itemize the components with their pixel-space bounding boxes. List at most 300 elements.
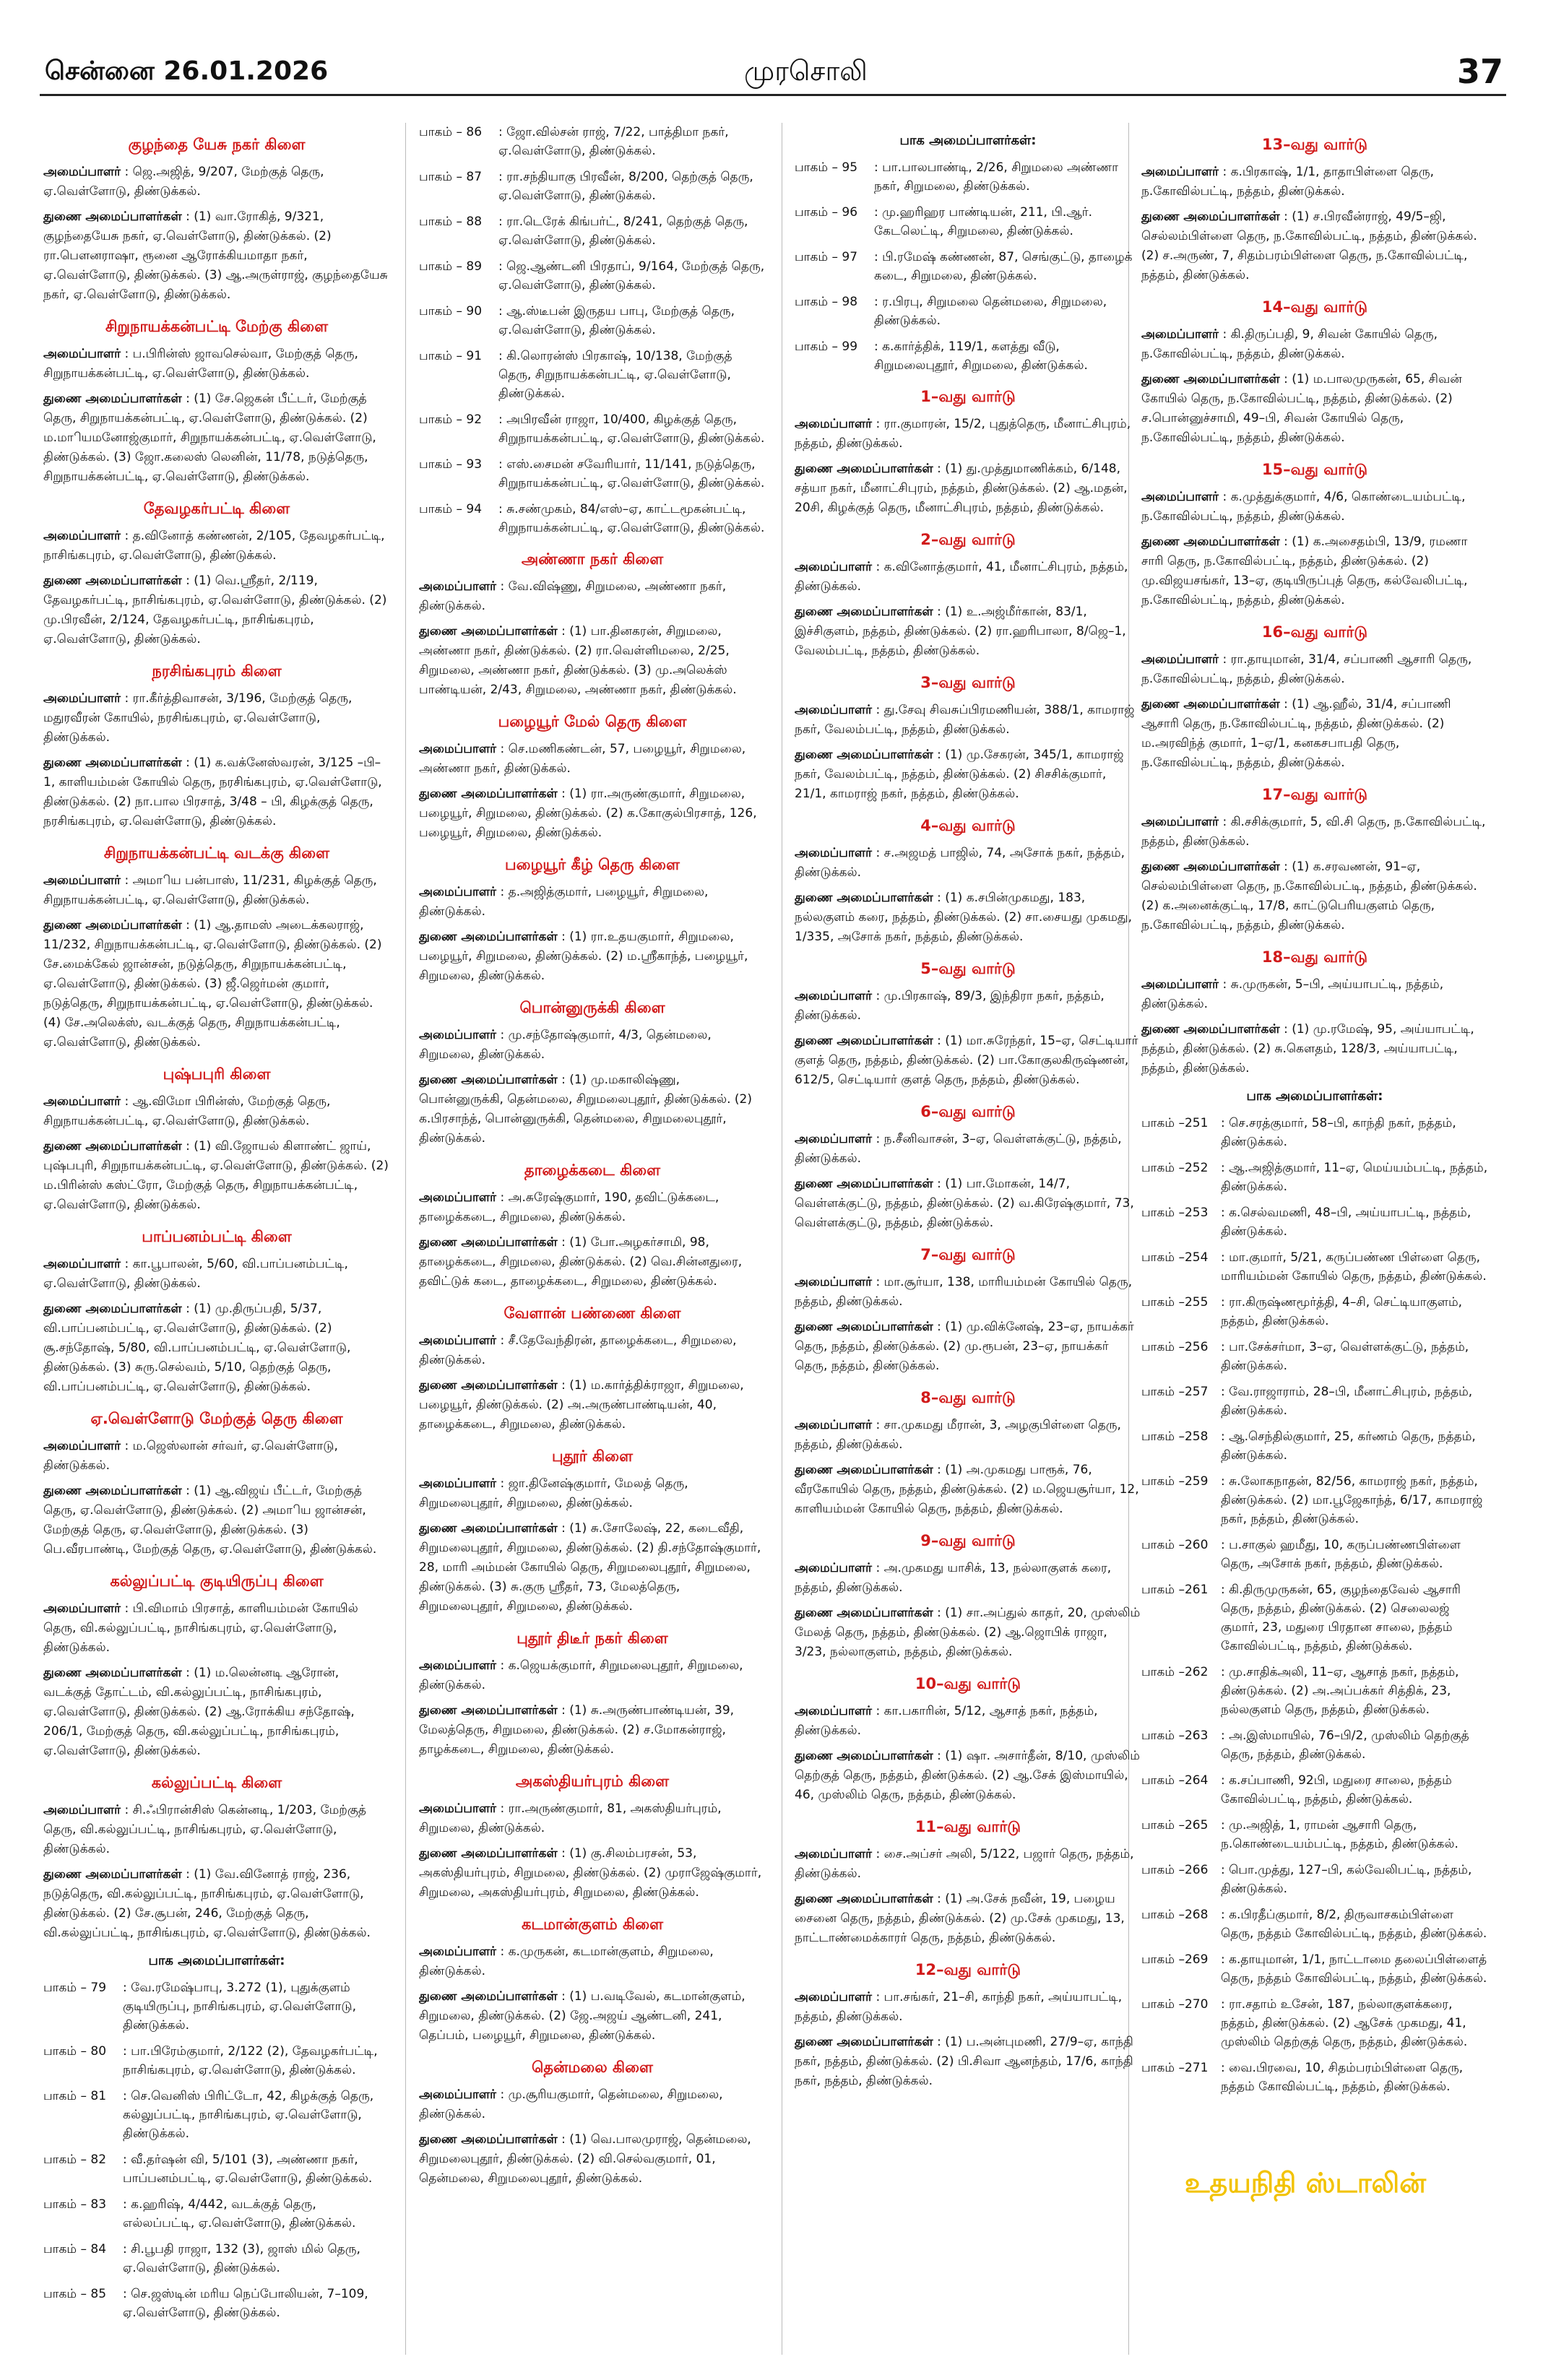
role-label: துணை அமைப்பாளர்கள் xyxy=(43,1139,182,1154)
appointment-paragraph xyxy=(43,689,390,748)
appointment-paragraph xyxy=(795,602,1141,661)
appointment-paragraph xyxy=(419,1942,766,1981)
appointment-paragraph xyxy=(419,1188,766,1227)
branch-heading: 15–வது வார்டு xyxy=(1261,461,1368,478)
appointee-details: : ச.அஜமத் பாஜில், 74, அசோக் நகர், நத்தம், திண்டுக்கல். xyxy=(795,846,1125,880)
appointee-details: : ரா.அருண்குமார், 81, அகஸ்தியர்புரம், சிறுமலை, திண்டுக்கல். xyxy=(419,1801,722,1835)
booth-agent: : ரா.டெரேக் கிங்பர்ட், 8/241, தெற்குத் தெரு, ஏ.வெள்ளோடு, திண்டுக்கல். xyxy=(498,215,748,248)
role-label: துணை அமைப்பாளர்கள் xyxy=(795,891,933,905)
booth-agent: : ஆ.செந்தில்குமார், 25, கர்ணம் தெரு, நத்தம், திண்டுக்கல். xyxy=(1221,1429,1476,1463)
appointee-details: : (1) மு.திருப்பதி, 5/37, வி.பாப்பனம்பட்டி, ஏ.வெள்ளோடு, திண்டுக்கல். (2) சூ.சந்தோஷ், 5/80, வி.பாப்பனம்பட்டி, ஏ.வெள்ளோடு, திண்டுக்கல். (3) சுரு.செல்வம், 5/10, தெற்குத் தெரு, வி.பாப்பனம்பட்டி, ஏ.வெள்ளோடு, திண்டுக்கல். xyxy=(43,1302,351,1394)
appointment-paragraph xyxy=(795,459,1141,518)
booth-number: பாகம் – 87 xyxy=(419,170,483,184)
booth-row xyxy=(795,203,1141,241)
appointee-details: : (1) க.சரவணன், 91–ஏ, செல்லம்பிள்ளை தெரு, ந.கோவில்பட்டி, நத்தம், திண்டுக்கல். (2) க.அனைக்குட்டி, 17/8, காட்டுபெரியகுளம் தெரு, ந.கோவில்பட்டி, நத்தம், திண்டுக்கல். xyxy=(1141,860,1477,932)
appointment-paragraph xyxy=(43,871,390,910)
appointment-paragraph xyxy=(419,1070,766,1148)
appointment-paragraph xyxy=(419,740,766,779)
booth-number: பாகம் –256 xyxy=(1141,1340,1209,1354)
article-columns xyxy=(43,123,1503,2362)
booth-agent: : வே.ராஜாராம், 28–பி, மீனாட்சிபுரம், நத்தம், திண்டுக்கல். xyxy=(1221,1385,1473,1418)
booth-row xyxy=(43,2150,390,2188)
branch-heading: கடமான்குளம் கிளை xyxy=(521,1916,664,1933)
role-label: அமைப்பாளர் xyxy=(43,1803,121,1817)
appointment-paragraph xyxy=(795,701,1141,740)
role-label: துணை அமைப்பாளர்கள் xyxy=(795,1463,933,1477)
appointee-details: : மு.சூரியகுமார், தென்மலை, சிறுமலை, திண்டுக்கல். xyxy=(419,2087,723,2121)
appointee-details: : ரா.குமாரன், 15/2, புதுத்தெரு, மீனாட்சிபுரம், நத்தம், திண்டுக்கல். xyxy=(795,417,1131,451)
role-label: துணை அமைப்பாளர்கள் xyxy=(795,1320,933,1334)
booth-row xyxy=(1141,1861,1488,1898)
branch-heading: பொன்னுருக்கி கிளை xyxy=(519,999,665,1016)
booth-agent: : ஆ.ஸ்டீபன் இருதய பாபு, மேற்குத் தெரு, ஏ.வெள்ளோடு, திண்டுக்கல். xyxy=(498,304,735,337)
role-label: அமைப்பாளர் xyxy=(43,529,121,543)
booth-row xyxy=(1141,1536,1488,1573)
booth-agent: : பொ.முத்து, 127–பி, கல்வேலிபட்டி, நத்தம், திண்டுக்கல். xyxy=(1221,1863,1472,1896)
booth-row xyxy=(1141,1203,1488,1241)
booth-row xyxy=(43,2240,390,2277)
booth-row xyxy=(1141,1427,1488,1465)
branch-heading: 6–வது வார்டு xyxy=(920,1103,1016,1120)
appointment-paragraph xyxy=(1141,532,1488,610)
appointment-paragraph xyxy=(795,1890,1141,1948)
appointment-paragraph xyxy=(1141,857,1488,935)
booth-row xyxy=(1141,1905,1488,1943)
booth-number: பாகம் –255 xyxy=(1141,1295,1209,1310)
branch-heading: 14–வது வார்டு xyxy=(1261,298,1368,316)
booth-agent: : க.சப்பாணி, 92பி, மதுரை சாலை, நத்தம் கோவில்பட்டி, நத்தம், திண்டுக்கல். xyxy=(1221,1773,1452,1806)
appointee-details: : (1) பா.தினகரன், சிறுமலை, அண்ணா நகர், திண்டுக்கல். (2) ரா.வெள்ளிமலை, 2/25, சிறுமலை, அண்ணா நகர், திண்டுக்கல். (3) மு.அலெக்ஸ் பாண்டியன், 2/43, சிறுமலை, அண்ணா நகர், திண்டுக்கல். xyxy=(419,624,737,697)
booth-number: பாகம் – 83 xyxy=(43,2197,107,2212)
role-label: துணை அமைப்பாளர்கள் xyxy=(43,391,182,406)
booth-agent: : பா.பிரேம்குமார், 2/122 (2), தேவழகர்பட்டி, நாசிங்கபுரம், ஏ.வெள்ளோடு, திண்டுக்கல். xyxy=(123,2044,378,2077)
role-label: அமைப்பாளர் xyxy=(419,1476,497,1491)
appointee-details: : வே.விஷ்ணு, சிறுமலை, அண்ணா நகர், திண்டுக்கல். xyxy=(419,579,727,613)
appointment-paragraph xyxy=(43,1599,390,1658)
appointment-paragraph xyxy=(795,415,1141,454)
appointment-paragraph xyxy=(43,1299,390,1397)
branch-heading: 3–வது வார்டு xyxy=(920,674,1016,691)
booth-row xyxy=(1141,2059,1488,2096)
booth-agent: : செ.சரத்குமார், 58–பி, காந்தி நகர், நத்தம், திண்டுக்கல். xyxy=(1221,1116,1456,1149)
booth-row xyxy=(1141,1663,1488,1719)
appointee-details: : சா.முகமது மீரான், 3, அழகுபிள்ளை தெரு, நத்தம், திண்டுக்கல். xyxy=(795,1418,1121,1452)
branch-heading: 1–வது வார்டு xyxy=(920,388,1016,405)
branch-heading: ஏ.வெள்ளோடு மேற்குத் தெரு கிளை xyxy=(90,1410,343,1427)
appointee-details: : (1) ம.லென்னடி ஆரோன், வடக்குத் தோட்டம், வி.கல்லுப்பட்டி, நாசிங்கபுரம், ஏ.வெள்ளோடு, திண்டுக்கல். (2) ஆ.ரோக்கிய சந்தோஷ், 206/1, மேற்குத் தெரு, வி.கல்லுப்பட்டி, நாசிங்கபுரம், ஏ.வெள்ளோடு, திண்டுக்கல். xyxy=(43,1666,355,1758)
appointee-details: : (1) ம.பாலமுருகன், 65, சிவன் கோயில் தெரு, ந.கோவில்பட்டி, நத்தம், திண்டுக்கல். (2) ச.பொன்னுச்சாமி, 49–பி, சிவன் கோயில் தெரு, ந.கோவில்பட்டி, நத்தம், திண்டுக்கல். xyxy=(1141,372,1462,445)
appointment-paragraph xyxy=(43,1663,390,1761)
booth-number: பாகம் – 96 xyxy=(795,205,858,220)
newspaper-title: முரசொலி xyxy=(744,55,868,87)
branch-heading: புதூர் திடீர் நகர் கிளை xyxy=(517,1630,668,1647)
booth-agent: : மு.ஹரிஹர பாண்டியன், 211, பி.ஆர். கேடலெட்டி, சிறுமலை, திண்டுக்கல். xyxy=(874,205,1093,238)
appointee-details: : க.முருகன், கடமான்குளம், சிறுமலை, திண்டுக்கல். xyxy=(419,1944,714,1978)
branch-heading: அகஸ்தியர்புரம் கிளை xyxy=(515,1773,670,1790)
column-1 xyxy=(43,123,390,2362)
appointment-paragraph xyxy=(419,1474,766,1513)
role-label: அமைப்பாளர் xyxy=(795,1132,873,1146)
role-label: துணை அமைப்பாளர்கள் xyxy=(419,1521,558,1536)
booth-agent: : அபிரவீன் ராஜா, 10/400, கிழக்குத் தெரு, சிறுநாயக்கன்பட்டி, ஏ.வெள்ளோடு, திண்டுக்கல். xyxy=(498,412,765,446)
appointee-details: : (1) வெ.பாலமுராஜ், தென்மலை, சிறுமலைபுதூர், திண்டுக்கல். (2) வி.செல்வகுமார், 01, தென்மலை, சிறுமலைபுதூர், திண்டுக்கல். xyxy=(419,2132,751,2186)
appointee-details: : பி.விமாம் பிரசாத், காளியம்மன் கோயில் தெரு, வி.கல்லுப்பட்டி, நாசிங்கபுரம், ஏ.வெள்ளோடு, திண்டுக்கல். xyxy=(43,1601,358,1655)
booth-number: பாகம் – 86 xyxy=(419,125,483,139)
role-label: அமைப்பாளர் xyxy=(419,1333,497,1348)
appointment-paragraph xyxy=(43,571,390,649)
appointee-details: : கி.திருப்பதி, 9, சிவன் கோயில் தெரு, ந.கோவில்பட்டி, நத்தம், திண்டுக்கல். xyxy=(1141,327,1438,361)
appointee-details: : (1) க.அசைதம்பி, 13/9, ரமணா சாரி தெரு, ந.கோவில்பட்டி, நத்தம், திண்டுக்கல். (2) மு.விஜயசங்கர், 13–ஏ, குடியிருப்புத் தெரு, கல்வேலிபட்டி, ந.கோவில்பட்டி, நத்தம், திண்டுக்கல். xyxy=(1141,535,1468,607)
role-label: அமைப்பாளர் xyxy=(1141,977,1219,992)
appointee-details: : (1) ஆ.விஜய் பீட்டர், மேற்குத் தெரு, ஏ.வெள்ளோடு, திண்டுக்கல். (2) அமாிய ஜான்சன், மேற்குத் தெரு, ஏ.வெள்ளோடு, திண்டுக்கல். (3) பெ.வீரபாண்டி, மேற்குத் தெரு, ஏ.வெள்ளோடு, திண்டுக்கல். xyxy=(43,1484,377,1557)
appointee-details: : மா.சூர்யா, 138, மாரியம்மன் கோயில் தெரு, நத்தம், திண்டுக்கல். xyxy=(795,1275,1133,1309)
appointee-details: : கா.பூபாலன், 5/60, வி.பாப்பனம்பட்டி, ஏ.வெள்ளோடு, திண்டுக்கல். xyxy=(43,1257,348,1291)
role-label: அமைப்பாளர் xyxy=(795,846,873,860)
appointment-paragraph xyxy=(419,577,766,616)
appointee-details: : ப.பிரின்ஸ் ஜாவசெல்வா, மேற்குத் தெரு, சிறுநாயக்கன்பட்டி, ஏ.வெள்ளோடு, திண்டுக்கல். xyxy=(43,347,358,381)
booth-agent: : மா.குமார், 5/21, கருப்பண்ண பிள்ளை தெரு, மாரியம்மன் கோயில் தெரு, நத்தம், திண்டுக்கல். xyxy=(1221,1250,1487,1284)
appointee-details: : சு.முருகன், 5–பி, அய்யாபட்டி, நத்தம், திண்டுக்கல். xyxy=(1141,977,1444,1011)
appointment-paragraph xyxy=(419,622,766,700)
branch-heading: கல்லுப்பட்டி கிளை xyxy=(151,1774,282,1791)
appointee-details: : (1) உ.அஜ்மீர்கான், 83/1, இச்சிகுளம், நத்தம், திண்டுக்கல். (2) ரா.ஹரிபாலா, 8/ஜெ–1, வேலம்பட்டி, நத்தம், திண்டுக்கல். xyxy=(795,605,1126,658)
appointment-paragraph xyxy=(419,2085,766,2124)
booth-agent: : க.தாயுமான், 1/1, நாட்டாமை தலைப்பிள்ளைத் தெரு, நத்தம் கோவில்பட்டி, நத்தம், திண்டுக்கல். xyxy=(1221,1952,1487,1986)
booth-row xyxy=(419,168,766,205)
booth-agent: : வை.பிரவை, 10, சிதம்பரம்பிள்ளை தெரு, நத்தம் கோவில்பட்டி, நத்தம், திண்டுக்கல். xyxy=(1221,2061,1464,2094)
booth-row xyxy=(1141,1382,1488,1420)
booth-row xyxy=(795,248,1141,285)
booth-number: பாகம் – 93 xyxy=(419,457,483,472)
appointee-details: : க.முத்துக்குமார், 4/6, கொண்டையம்பட்டி, ந.கோவில்பட்டி, நத்தம், திண்டுக்கல். xyxy=(1141,490,1466,524)
appointment-paragraph xyxy=(795,1273,1141,1312)
booth-row xyxy=(1141,1580,1488,1656)
booth-number: பாகம் – 84 xyxy=(43,2242,107,2256)
appointee-details: : (1) வே.வினோத் ராஜ், 236, நடுத்தெரு, வி.கல்லுப்பட்டி, நாசிங்கபுரம், ஏ.வெள்ளோடு, திண்டுக்கல். (2) சே.சூபன், 246, மேற்குத் தெரு, வி.கல்லுப்பட்டி, நாசிங்கபுரம், ஏ.வெள்ளோடு, திண்டுக்கல். xyxy=(43,1867,371,1940)
appointee-details: : சை.அப்சர் அலி, 5/122, பஜார் தெரு, நத்தம், திண்டுக்கல். xyxy=(795,1847,1134,1881)
booth-number: பாகம் – 88 xyxy=(419,215,483,229)
appointment-paragraph xyxy=(1141,488,1488,527)
appointee-details: : (1) சா.அப்துல் காதர், 20, முஸ்லிம் மேலத் தெரு, நத்தம், திண்டுக்கல். (2) ஆ.ஜொபிக் ராஜா, 3/23, நல்லாகுளம், நத்தம், திண்டுக்கல். xyxy=(795,1606,1141,1659)
role-label: துணை அமைப்பாளர்கள் xyxy=(795,748,933,762)
appointee-details: : சி.ஃபிரான்சிஸ் கென்னடி, 1/203, மேற்குத் தெரு, வி.கல்லுப்பட்டி, நாசிங்கபுரம், ஏ.வெள்ளோடு, திண்டுக்கல். xyxy=(43,1803,366,1856)
booth-row xyxy=(1141,1726,1488,1764)
booth-number: பாகம் – 94 xyxy=(419,502,483,516)
role-label: துணை அமைப்பாளர்கள் xyxy=(1141,697,1280,711)
role-label: துணை அமைப்பாளர்கள் xyxy=(795,1892,933,1906)
appointee-details: : (1) மு.மகாலிஷ்ணு, பொன்னுருக்கி, தென்மலை, சிறுமலைபுதூர், திண்டுக்கல். (2) க.பிரசாந்த், பொன்னுருக்கி, தென்மலை, சிறுமலைபுதூர், திண்டுக்கல். xyxy=(419,1073,752,1146)
appointment-paragraph xyxy=(795,987,1141,1026)
role-label: துணை அமைப்பாளர்கள் xyxy=(43,209,182,224)
booth-agent: : வீ.தர்ஷன் வி, 5/101 (3), அண்ணா நகர், பாப்பனம்பட்டி, ஏ.வெள்ளோடு, திண்டுக்கல். xyxy=(123,2152,373,2186)
booth-row xyxy=(419,212,766,250)
booth-number: பாகம் – 85 xyxy=(43,2287,107,2301)
role-label: துணை அமைப்பாளர்கள் xyxy=(419,1073,558,1087)
role-label: துணை அமைப்பாளர்கள் xyxy=(43,756,182,770)
booth-row xyxy=(419,410,766,448)
role-label: அமைப்பாளர் xyxy=(419,1658,497,1673)
booth-row xyxy=(1141,1293,1488,1330)
appointment-paragraph xyxy=(43,1255,390,1294)
appointee-details: : (1) சு.சோலேஷ், 22, கடைவீதி, சிறுமலைபுதூர், சிறுமலை, திண்டுக்கல். (2) தி.சந்தோஷ்குமார், 28, மாரி அம்மன் கோயில் தெரு, சிறுமலைபுதூர், சிறுமலை, திண்டுக்கல். (3) சு.குரு ஸ்ரீதர், 73, மேலத்தெரு, சிறுமலைபுதூர், சிறுமலை, திண்டுக்கல். xyxy=(419,1521,761,1614)
appointment-paragraph xyxy=(795,1461,1141,1519)
booth-row xyxy=(43,2285,390,2322)
role-label: அமைப்பாளர் xyxy=(43,1439,121,1453)
section-subheading: பாக அமைப்பாளர்கள்: xyxy=(1246,1089,1383,1104)
booth-number: பாகம் –259 xyxy=(1141,1474,1209,1489)
appointment-paragraph xyxy=(43,1481,390,1559)
appointee-details: : (1) க.வக்னேஸ்வரன், 3/125 –பி– 1, காளியம்மன் கோயில் தெரு, நரசிங்கபுரம், ஏ.வெள்ளோடு, திண்டுக்கல். (2) நா.பால பிரசாத், 3/48 – பி, கிழக்குத் தெரு, நரசிங்கபுரம், ஏ.வெள்ளோடு, திண்டுக்கல். xyxy=(43,756,382,828)
booth-row xyxy=(1141,1248,1488,1286)
role-label: துணை அமைப்பாளர்கள் xyxy=(1141,1022,1280,1037)
booth-number: பாகம் –258 xyxy=(1141,1429,1209,1444)
booth-row xyxy=(1141,1159,1488,1196)
booth-agent: : ஆ.அஜித்குமார், 11–ஏ, மெய்யம்பட்டி, நத்தம், திண்டுக்கல். xyxy=(1221,1161,1488,1194)
appointee-details: : (1) ப.வடிவேல், கடமான்குளம், சிறுமலை, திண்டுக்கல். (2) ஜே.அஜய் ஆண்டனி, 241, தெப்பம், பழையூர், சிறுமலை, திண்டுக்கல். xyxy=(419,1989,745,2043)
appointee-details: : மு.பிரகாஷ், 89/3, இந்திரா நகர், நத்தம், திண்டுக்கல். xyxy=(795,989,1105,1023)
branch-heading: 2–வது வார்டு xyxy=(920,531,1016,548)
branch-heading: 9–வது வார்டு xyxy=(920,1532,1016,1549)
role-label: அமைப்பாளர் xyxy=(419,579,497,594)
appointee-details: : (1) மா.சுரேந்தர், 15–ஏ, செட்டியார் குளத் தெரு, நத்தம், திண்டுக்கல். (2) பா.கோகுலகிருஷ்ணன், 612/5, செட்டியார் குளத் தெரு, நத்தம், திண்டுக்கல். xyxy=(795,1034,1138,1087)
booth-row xyxy=(795,337,1141,375)
appointee-details: : ஜெ.அஜித், 9/207, மேற்குத் தெரு, ஏ.வெள்ளோடு, திண்டுக்கல். xyxy=(43,165,324,199)
role-label: அமைப்பாளர் xyxy=(419,1190,497,1205)
role-label: அமைப்பாளர் xyxy=(795,560,873,574)
appointee-details: : ம.ஜெஸ்லான் சர்வர், ஏ.வெள்ளோடு, திண்டுக்கல். xyxy=(43,1439,338,1473)
booth-number: பாகம் –254 xyxy=(1141,1250,1209,1265)
appointment-paragraph xyxy=(43,207,390,305)
appointment-paragraph xyxy=(419,1233,766,1291)
booth-agent: : ரா.சதாம் உசேன், 187, நல்லாகுளக்கரை, நத்தம், திண்டுக்கல். (2) ஆசேக் முகமது, 41, முஸ்லிம் தெற்குத் தெரு, நத்தம், திண்டுக்கல். xyxy=(1221,1997,1468,2049)
role-label: அமைப்பாளர் xyxy=(795,1847,873,1861)
role-label: துணை அமைப்பாளர்கள் xyxy=(795,2035,933,2049)
branch-heading: 10–வது வார்டு xyxy=(915,1675,1021,1692)
booth-number: பாகம் – 80 xyxy=(43,2044,107,2059)
appointment-paragraph xyxy=(43,389,390,487)
branch-heading: சிறுநாயக்கன்பட்டி வடக்கு கிளை xyxy=(103,844,330,862)
branch-heading: 16–வது வார்டு xyxy=(1261,623,1368,641)
role-label: அமைப்பாளர் xyxy=(795,989,873,1003)
booth-row xyxy=(1141,1338,1488,1375)
role-label: அமைப்பாளர் xyxy=(795,1561,873,1575)
role-label: துணை அமைப்பாளர்கள் xyxy=(1141,209,1280,224)
booth-number: பாகம் – 92 xyxy=(419,412,483,427)
appointment-paragraph xyxy=(43,1137,390,1215)
appointment-paragraph xyxy=(419,1799,766,1838)
appointment-paragraph xyxy=(419,883,766,922)
appointee-details: : த.வினோத் கண்ணன், 2/105, தேவழகர்பட்டி, நாசிங்கபுரம், ஏ.வெள்ளோடு, திண்டுக்கல். xyxy=(43,529,385,563)
appointee-details: : (1) ம.கார்த்திக்ராஜா, சிறுமலை, பழையூர், திண்டுக்கல். (2) அ.அருண்பாண்டியன், 40, தாழைக்கடை, சிறுமலை, திண்டுக்கல். xyxy=(419,1378,744,1432)
appointment-paragraph xyxy=(795,1559,1141,1598)
branch-heading: 12–வது வார்டு xyxy=(915,1961,1021,1978)
appointment-paragraph xyxy=(795,1130,1141,1169)
branch-heading: புஷ்பபுரி கிளை xyxy=(163,1065,271,1083)
booth-agent: : க.கார்த்திக், 119/1, களத்து வீடு, சிறுமலைபுதூர், சிறுமலை, திண்டுக்கல். xyxy=(874,339,1088,373)
appointee-details: : (1) அ.முகமது பாரூக், 76, வீரகோயில் தெரு, நத்தம், திண்டுக்கல். (2) ம.ஜெயசூர்யா, 12, காளியம்மன் கோயில் தெரு, நத்தம், திண்டுக்கல். xyxy=(795,1463,1139,1516)
booth-agent: : கி.திருமுருகன், 65, குழந்தைவேல் ஆசாரி தெரு, நத்தம், திண்டுக்கல். (2) செலைலஜ் குமார், 23, மதுரை பிரதான சாலை, நத்தம் கோவில்பட்டி, நத்தம், திண்டுக்கல். xyxy=(1221,1583,1461,1653)
booth-number: பாகம் – 98 xyxy=(795,295,858,309)
branch-heading: 18–வது வார்டு xyxy=(1261,948,1368,966)
role-label: அமைப்பாளர் xyxy=(419,1944,497,1959)
appointee-details: : சீ.தேவேந்திரன், தாழைக்கடை, சிறுமலை, திண்டுக்கல். xyxy=(419,1333,737,1367)
booth-row xyxy=(43,2042,390,2080)
role-label: அமைப்பாளர் xyxy=(43,1257,121,1271)
appointee-details: : கா.பகாரின், 5/12, ஆசாத் நகர், நத்தம், திண்டுக்கல். xyxy=(795,1704,1098,1738)
booth-agent: : பி.ரமேஷ் கண்ணன், 87, செங்குட்டு, தாழைக் கடை, சிறுமலை, திண்டுக்கல். xyxy=(874,250,1133,283)
appointment-paragraph xyxy=(43,1801,390,1859)
branch-heading: 4–வது வார்டு xyxy=(920,817,1016,834)
booth-number: பாகம் –257 xyxy=(1141,1385,1209,1399)
booth-row xyxy=(1141,1995,1488,2051)
booth-agent: : ர.பிரபு, சிறுமலை தென்மலை, சிறுமலை, திண்டுக்கல். xyxy=(874,295,1107,328)
appointment-paragraph xyxy=(1141,695,1488,773)
booth-number: பாகம் –260 xyxy=(1141,1538,1209,1552)
branch-heading: அண்ணா நகர் கிளை xyxy=(521,550,664,568)
booth-number: பாகம் – 81 xyxy=(43,2089,107,2103)
appointment-paragraph xyxy=(419,1519,766,1617)
booth-agent: : பா.சேக்சர்மா, 3–ஏ, வெள்ளக்குட்டு, நத்தம், திண்டுக்கல். xyxy=(1221,1340,1469,1373)
appointee-details: : (1) போ.அழகர்சாமி, 98, தாழைக்கடை, சிறுமலை, திண்டுக்கல். (2) வெ.சின்னதுரை, தவிட்டுக் கடை, தாழைக்கடை, சிறுமலை, திண்டுக்கல். xyxy=(419,1235,743,1289)
booth-agent: : கி.லொரன்ஸ் பிரகாஷ், 10/138, மேற்குத் தெரு, சிறுநாயக்கன்பட்டி, ஏ.வெள்ளோடு, திண்டுக்கல். xyxy=(498,349,732,401)
column-4 xyxy=(1141,123,1488,2362)
signature: உதயநிதி ஸ்டாலின் xyxy=(1185,2167,1427,2199)
role-label: துணை அமைப்பாளர்கள் xyxy=(43,574,182,588)
appointment-paragraph xyxy=(1141,975,1488,1014)
role-label: துணை அமைப்பாளர்கள் xyxy=(419,1235,558,1250)
branch-heading: 11–வது வார்டு xyxy=(915,1818,1021,1835)
appointee-details: : (1) மு.விக்னேஷ், 23–ஏ, நாயக்கர் தெரு, நத்தம், திண்டுக்கல். (2) மு.ரூபன், 23–ஏ, நாயக்கர் தெரு, நத்தம், திண்டுக்கல். xyxy=(795,1320,1134,1373)
appointment-paragraph xyxy=(1141,370,1488,448)
appointee-details: : அமாிய பன்பாஸ், 11/231, கிழக்குத் தெரு, சிறுநாயக்கன்பட்டி, ஏ.வெள்ளோடு, திண்டுக்கல். xyxy=(43,873,377,907)
appointee-details: : (1) அ.சேக் நவீன், 19, பழைய சைனை தெரு, நத்தம், திண்டுக்கல். (2) மு.சேக் முகமது, 13, நாட்டாண்மைக்காரர் தெரு, நத்தம், திண்டுக்கல். xyxy=(795,1892,1125,1945)
booth-agent: : மு.சாதிக்அலி, 11–ஏ, ஆசாத் நகர், நத்தம், திண்டுக்கல். (2) அ.அப்பக்கர் சித்திக், 23, நல்லகுளம் தெரு, நத்தம், திண்டுக்கல். xyxy=(1221,1665,1459,1717)
booth-number: பாகம் –262 xyxy=(1141,1665,1209,1679)
issue-date: சென்னை 26.01.2026 xyxy=(45,56,329,86)
booth-number: பாகம் –271 xyxy=(1141,2061,1209,2075)
appointment-paragraph xyxy=(419,1987,766,2046)
booth-agent: : சி.பூபதி ராஜா, 132 (3), ஜாஸ் மில் தெரு, ஏ.வெள்ளோடு, திண்டுக்கல். xyxy=(123,2242,360,2275)
appointee-details: : க.வினோத்குமார், 41, மீனாட்சிபுரம், நத்தம், திண்டுக்கல். xyxy=(795,560,1128,594)
role-label: அமைப்பாளர் xyxy=(419,1028,497,1042)
appointment-paragraph xyxy=(1141,813,1488,852)
booth-row xyxy=(1141,1950,1488,1988)
appointment-paragraph xyxy=(795,888,1141,947)
appointment-paragraph xyxy=(795,745,1141,804)
role-label: அமைப்பாளர் xyxy=(419,1801,497,1816)
booth-number: பாகம் –266 xyxy=(1141,1863,1209,1877)
role-label: துணை அமைப்பாளர்கள் xyxy=(43,1484,182,1498)
role-label: துணை அமைப்பாளர்கள் xyxy=(43,918,182,932)
role-label: அமைப்பாளர் xyxy=(419,885,497,899)
booth-number: பாகம் – 97 xyxy=(795,250,858,264)
appointee-details: : து.சேவு சிவசுப்பிரமணியன், 388/1, காமராஜ் நகர், வேலம்பட்டி, நத்தம், திண்டுக்கல். xyxy=(795,703,1135,737)
column-2 xyxy=(419,123,766,2362)
booth-agent: : க.பிரதீப்குமார், 8/2, திருவாசகம்பிள்ளை தெரு, நத்தம் கோவில்பட்டி, நத்தம், திண்டுக்கல். xyxy=(1221,1908,1487,1941)
role-label: அமைப்பாளர் xyxy=(43,165,121,179)
appointment-paragraph xyxy=(795,558,1141,597)
role-label: அமைப்பாளர் xyxy=(1141,165,1219,179)
booth-agent: : ப.சாகுல் ஹமீது, 10, கருப்பண்ணபிள்ளை தெரு, அசோக் நகர், நத்தம், திண்டுக்கல். xyxy=(1221,1538,1461,1571)
booth-agent: : ஜோ.வில்சன் ராஜ், 7/22, பாத்திமா நகர், ஏ.வெள்ளோடு, திண்டுக்கல். xyxy=(498,125,729,158)
appointee-details: : (1) கு.சிலம்பரசன், 53, அகஸ்தியர்புரம், சிறுமலை, திண்டுக்கல். (2) முராஜேஷ்குமார், சிறுமலை, அகஸ்தியர்புரம், சிறுமலை, திண்டுக்கல். xyxy=(419,1846,762,1900)
booth-number: பாகம் – 79 xyxy=(43,1981,107,1995)
role-label: அமைப்பாளர் xyxy=(419,742,497,756)
booth-number: பாகம் –265 xyxy=(1141,1818,1209,1832)
role-label: துணை அமைப்பாளர்கள் xyxy=(419,1378,558,1393)
appointee-details: : (1) மு.ரமேஷ், 95, அய்யாபட்டி, நத்தம், திண்டுக்கல். (2) சு.கௌதம், 128/3, அய்யாபட்டி, நத்தம், திண்டுக்கல். xyxy=(1141,1022,1474,1076)
role-label: துணை அமைப்பாளர்கள் xyxy=(419,2132,558,2147)
branch-heading: சிறுநாயக்கன்பட்டி மேற்கு கிளை xyxy=(105,318,329,335)
booth-row xyxy=(1141,1816,1488,1853)
appointee-details: : (1) ரா.உதயகுமார், சிறுமலை, பழையூர், சிறுமலை, திண்டுக்கல். (2) ம.ஸ்ரீகாந்த், பழையூர், சிறுமலை, திண்டுக்கல். xyxy=(419,930,748,983)
booth-number: பாகம் –261 xyxy=(1141,1583,1209,1597)
booth-agent: : க.செல்வமணி, 48–பி, அய்யாபட்டி, நத்தம், திண்டுக்கல். xyxy=(1221,1206,1471,1239)
appointee-details: : மு.சந்தோஷ்குமார், 4/3, தென்மலை, சிறுமலை, திண்டுக்கல். xyxy=(419,1028,712,1062)
booth-number: பாகம் –269 xyxy=(1141,1952,1209,1967)
branch-heading: தேவழகர்பட்டி கிளை xyxy=(143,500,290,517)
role-label: துணை அமைப்பாளர்கள் xyxy=(419,1989,558,2004)
appointee-details: : ரா.தாயுமான், 31/4, சப்பாணி ஆசாரி தெரு, ந.கோவில்பட்டி, நத்தம், திண்டுக்கல். xyxy=(1141,652,1472,686)
appointee-details: : கி.சசிக்குமார், 5, வி.சி தெரு, ந.கோவில்பட்டி, நத்தம், திண்டுக்கல். xyxy=(1141,815,1486,849)
appointment-paragraph xyxy=(795,1031,1141,1090)
role-label: துணை அமைப்பாளர்கள் xyxy=(795,1034,933,1048)
appointment-paragraph xyxy=(419,784,766,843)
role-label: அமைப்பாளர் xyxy=(795,703,873,717)
booth-agent: : க.ஹரிஷ், 4/442, வடக்குத் தெரு, எல்லப்பட்டி, ஏ.வெள்ளோடு, திண்டுக்கல். xyxy=(123,2197,356,2230)
appointment-paragraph xyxy=(43,1865,390,1943)
booth-row xyxy=(419,257,766,295)
booth-agent: : ரா.கிருஷ்ணமூர்த்தி, 4–சி, செட்டியாகுளம், நத்தம், திண்டுக்கல். xyxy=(1221,1295,1463,1328)
role-label: துணை அமைப்பாளர்கள் xyxy=(795,462,933,476)
role-label: அமைப்பாளர் xyxy=(43,691,121,706)
booth-row xyxy=(419,123,766,160)
booth-row xyxy=(419,500,766,537)
appointee-details: : ந.சீனிவாசன், 3–ஏ, வெள்ளக்குட்டு, நத்தம், திண்டுக்கல். xyxy=(795,1132,1122,1166)
appointment-paragraph xyxy=(419,927,766,986)
appointment-paragraph xyxy=(419,1026,766,1065)
role-label: அமைப்பாளர் xyxy=(43,1094,121,1109)
booth-agent: : அ.இஸ்மாயில், 76–பி/2, முஸ்லிம் தெற்குத் தெரு, நத்தம், திண்டுக்கல். xyxy=(1221,1728,1469,1762)
branch-heading: தாழைக்கடை கிளை xyxy=(524,1161,661,1179)
appointee-details: : த.அஜித்குமார், பழையூர், சிறுமலை, திண்டுக்கல். xyxy=(419,885,709,919)
booth-number: பாகம் –268 xyxy=(1141,1908,1209,1922)
role-label: துணை அமைப்பாளர்கள் xyxy=(43,1666,182,1680)
appointment-paragraph xyxy=(795,2033,1141,2091)
appointment-paragraph xyxy=(419,1656,766,1695)
booth-number: பாகம் –251 xyxy=(1141,1116,1209,1130)
branch-heading: தென்மலை கிளை xyxy=(532,2059,653,2076)
appointee-details: : (1) து.முத்துமாணிக்கம், 6/148, சத்யா நகர், மீனாட்சிபுரம், நத்தம், திண்டுக்கல். (2) ஆ.மதன், 20சி, கிழக்குத் தெரு, மீனாட்சிபுரம், நத்தம், திண்டுக்கல். xyxy=(795,462,1128,515)
appointee-details: : அ.முகமது யாசிக், 13, நல்லாகுளக் கரை, நத்தம், திண்டுக்கல். xyxy=(795,1561,1112,1595)
role-label: துணை அமைப்பாளர்கள் xyxy=(1141,372,1280,386)
booth-row xyxy=(43,2087,390,2143)
appointment-paragraph xyxy=(419,1376,766,1435)
booth-number: பாகம் –252 xyxy=(1141,1161,1209,1175)
role-label: அமைப்பாளர் xyxy=(1141,815,1219,829)
appointee-details: : க.ஜெயக்குமார், சிறுமலைபுதூர், சிறுமலை, திண்டுக்கல். xyxy=(419,1658,743,1692)
role-label: அமைப்பாளர் xyxy=(1141,327,1219,342)
role-label: துணை அமைப்பாளர்கள் xyxy=(795,1606,933,1620)
booth-number: பாகம் –263 xyxy=(1141,1728,1209,1743)
branch-heading: வேளான் பண்ணை கிளை xyxy=(503,1304,681,1322)
appointment-paragraph xyxy=(795,1416,1141,1455)
role-label: அமைப்பாளர் xyxy=(795,1275,873,1289)
page-number: 37 xyxy=(1456,52,1503,91)
appointment-paragraph xyxy=(1141,325,1488,364)
branch-heading: 17–வது வார்டு xyxy=(1261,786,1368,803)
appointment-paragraph xyxy=(795,844,1141,883)
